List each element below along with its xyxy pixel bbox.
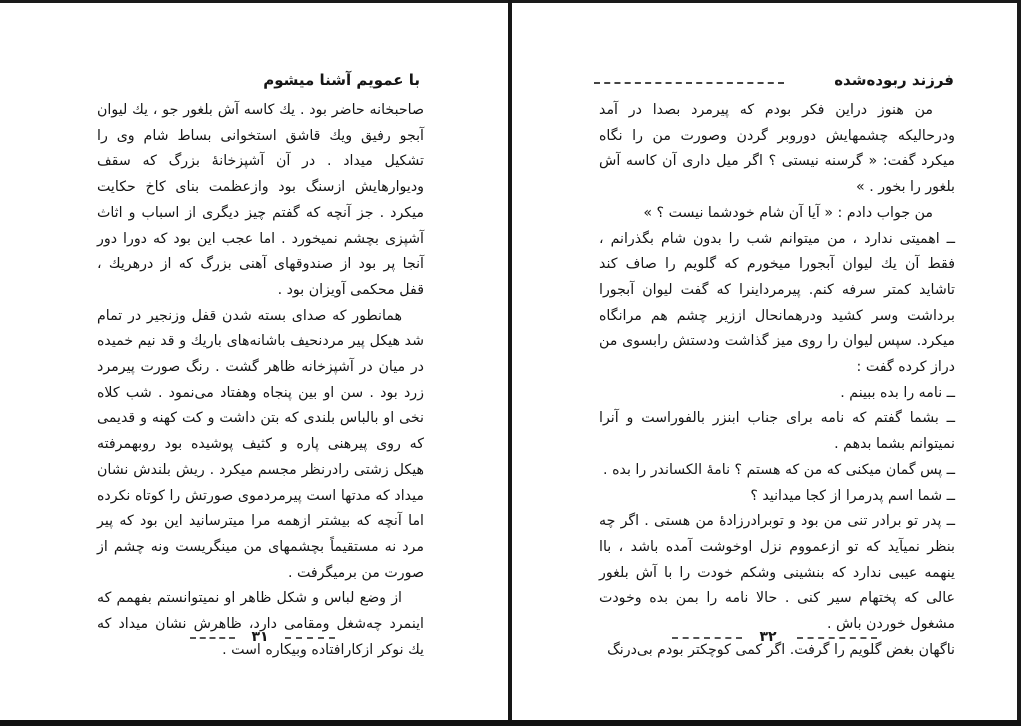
left-paragraph-3: از وضع لباس و شکل ظاهر او نمیتوانستم بفهمم که اینمرد چه‌شغل ومقامی دارد، ظاهرش نشان میداد که یك نوکر ازکارافتاده وبیکاره است . <box>97 590 424 658</box>
left-page <box>0 0 508 720</box>
right-paragraph-3: ــ اهمیتی ندارد ، من میتوانم شب را بدون شام بگذرانم ، فقط آن یك لیوان آبجورا میخورم که گلویم را صاف کند تاشاید کمتر سرفه کنم. پیرمرداینرا که گفت لیوان آبجورا برداشت وسر کشید ودرهمانحال اززیر چشم هم مرانگاه میکرد. سپس لیوان را روی میز گذاشت ودستش رابسوی من دراز کرده گفت : <box>599 230 955 376</box>
left-body-text <box>97 98 424 663</box>
left-footer-rule-right <box>285 637 335 639</box>
right-running-head: فرزند ربوده‌شده <box>834 71 954 89</box>
left-running-head: با عمویم آشنا میشوم <box>263 71 420 89</box>
right-footer-rule-left <box>672 637 742 639</box>
left-footer-rule-left <box>190 637 235 639</box>
right-paragraph-6: ــ پس گمان میکنی که من که هستم ؟ نامهٔ الکساندر را بده . <box>603 461 955 478</box>
right-paragraph-9: ناگهان بغض گلویم را گرفت. اگر کمی کوچکتر بودم بی‌درنگ <box>607 641 955 658</box>
right-paragraph-8: ــ پدر تو برادر تنی من بود و توبرادرزادهٔ من هستی . اگر چه بنظر نمیآید که تو ازعمووم نزل اوخوشت آمده باشد ، باا ینهمه عیبی ندارد که بنشینی وشکم خودت را با آش بلغور عالی که پختهام سیر کنی . حالا نامه را بمن بده وخودت مشغول خوردن باش . <box>599 513 955 633</box>
left-page-number: ۳۱ <box>251 629 269 645</box>
right-paragraph-2: من جواب دادم : « آیا آن شام خودشما نیست ؟ » <box>643 204 933 221</box>
right-paragraph-4: ــ نامه را بده ببینم . <box>840 384 955 401</box>
right-paragraph-7: ــ شما اسم پدرمرا از کجا میدانید ؟ <box>750 487 955 504</box>
right-paragraph-5: ــ بشما گفتم که نامه برای جناب ابنزر بالفوراست و آنرا نمیتوانم بشما بدهم . <box>599 410 955 453</box>
right-page-number: ۳۲ <box>759 629 777 645</box>
right-footer-rule-right <box>797 637 877 639</box>
left-paragraph-1: صاحبخانه حاضر بود . یك کاسه آش بلغور جو ، یك لیوان آبجو رفیق ویك قاشق استخوانی بساط شام وی را تشکیل میداد . در آن آشپزخانهٔ بزرگ که سقف ودیوارهایش ازسنگ بود وازعظمت بنای کاخ حکایت میکرد . جز آنچه که گفتم چیز دیگری از اسباب و اثاث آشپزی بچشم نمیخورد . اما عجب این بود که دورا دور آنجا پر بود از صندوقهای آهنی بزرگ که از درهریك ، قفل محکمی آویزان بود . <box>97 102 424 298</box>
scan-right-border <box>1017 0 1021 726</box>
scan-bottom-border <box>0 720 1021 726</box>
right-page <box>512 0 1017 720</box>
left-paragraph-2: همانطور که صدای بسته شدن قفل وزنجیر در تمام شد هیکل پیر مردنحیف باشانه‌های باریك و قد نیم خمیده در میان در آشپزخانه ظاهر گشت . رنگ صورت پیرمرد زرد بود . سن او بین پنجاه وهفتاد می‌نمود . شب کلاه نخی او بالباس بلندی که بتن داشت و کت کهنه و قدیمی که روی پیرهنی پاره و کثیف پوشیده بود روبهمرفته هیکل زشتی رادرنظر مجسم میکرد . ریش بلندش نشان میداد که مدتها است پیرمردموی صورتش را کوتاه نکرده اما آنچه که بیشتر ازهمه مرا میترسانید این بود که پیر مرد نه مستقیماً بچشمهای من مینگریست ونه چشم از صورت من برمیگرفت . <box>97 307 424 581</box>
right-body-text <box>599 98 955 663</box>
right-paragraph-1: من هنوز دراین فکر بودم که پیرمرد بصدا در آمد ودرحالیکه چشمهایش دوروبر گردن وصورت من را نگاه میکرد گفت: « گرسنه نیستی ؟ اگر میل داری آن کاسه آش بلغور را بخور . » <box>599 102 955 196</box>
